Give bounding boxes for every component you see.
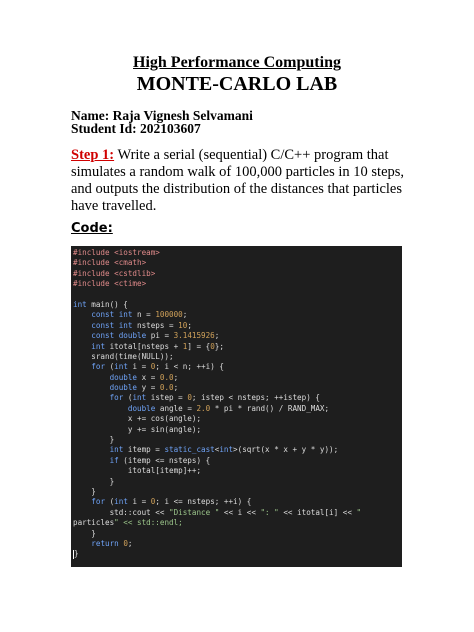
code-line: itotal[itemp]++; (73, 466, 202, 476)
code-line: srand(time(NULL)); (73, 351, 174, 361)
step-description: Write a serial (sequential) C/C++ program that simulates a random walk of 100,000 particles in 10 steps, and outputs the distribution of the distances that particles have travelled. (71, 147, 405, 214)
code-line: if (itemp <= nsteps) { (109, 455, 211, 465)
code-line: const int n = 100000; (91, 310, 188, 320)
code-heading: Code: (71, 221, 113, 236)
code-line: x += cos(angle); (73, 414, 202, 424)
code-line: int itemp = static_cast<int>(sqrt(x * x + y * y)); (109, 445, 339, 455)
code-line: #include <iostream> (73, 248, 160, 257)
student-id: Student Id: 202103607 (71, 121, 201, 136)
code-line: for (int i = 0; i < n; ++i) { (91, 362, 224, 372)
code-block (71, 246, 402, 567)
code-line: } (74, 549, 79, 559)
code-line: } (73, 476, 115, 486)
code-line: } (73, 435, 115, 445)
code-line: double y = 0.0; (109, 383, 179, 393)
code-line: return 0; (91, 538, 133, 548)
code-line: const int nsteps = 10; (91, 320, 192, 330)
code-line: int main() { (73, 299, 128, 309)
code-line (73, 290, 400, 300)
code-line: #include <ctime> (73, 279, 147, 289)
text-cursor (73, 550, 74, 559)
code-line: double angle = 2.0 * pi * rand() / RAND_MAX; (127, 403, 330, 413)
code-line: particles" << std::endl; (73, 518, 183, 528)
code-line: } (73, 486, 96, 496)
course-title: High Performance Computing (133, 54, 341, 71)
code-line: for (int istep = 0; istep < nsteps; ++istep) { (109, 393, 320, 403)
student-name: Name: Raja Vignesh Selvamani (71, 108, 253, 123)
code-line: const double pi = 3.1415926; (91, 331, 220, 341)
lab-title: MONTE-CARLO LAB (136, 73, 338, 95)
code-line: double x = 0.0; (109, 372, 179, 382)
code-line: for (int i = 0; i <= nsteps; ++i) { (91, 497, 252, 507)
step-1-paragraph (71, 147, 411, 215)
code-line: int itotal[nsteps + 1] = {0}; (91, 341, 224, 351)
code-line: #include <cstdlib> (73, 268, 156, 278)
code-line: } (73, 528, 96, 538)
code-line: y += sin(angle); (73, 424, 202, 434)
step-label: Step 1: (71, 147, 115, 163)
code-line: #include <cmath> (73, 258, 147, 268)
code-line: std::cout << "Distance " << i << ": " << itotal[i] << " (73, 507, 362, 517)
